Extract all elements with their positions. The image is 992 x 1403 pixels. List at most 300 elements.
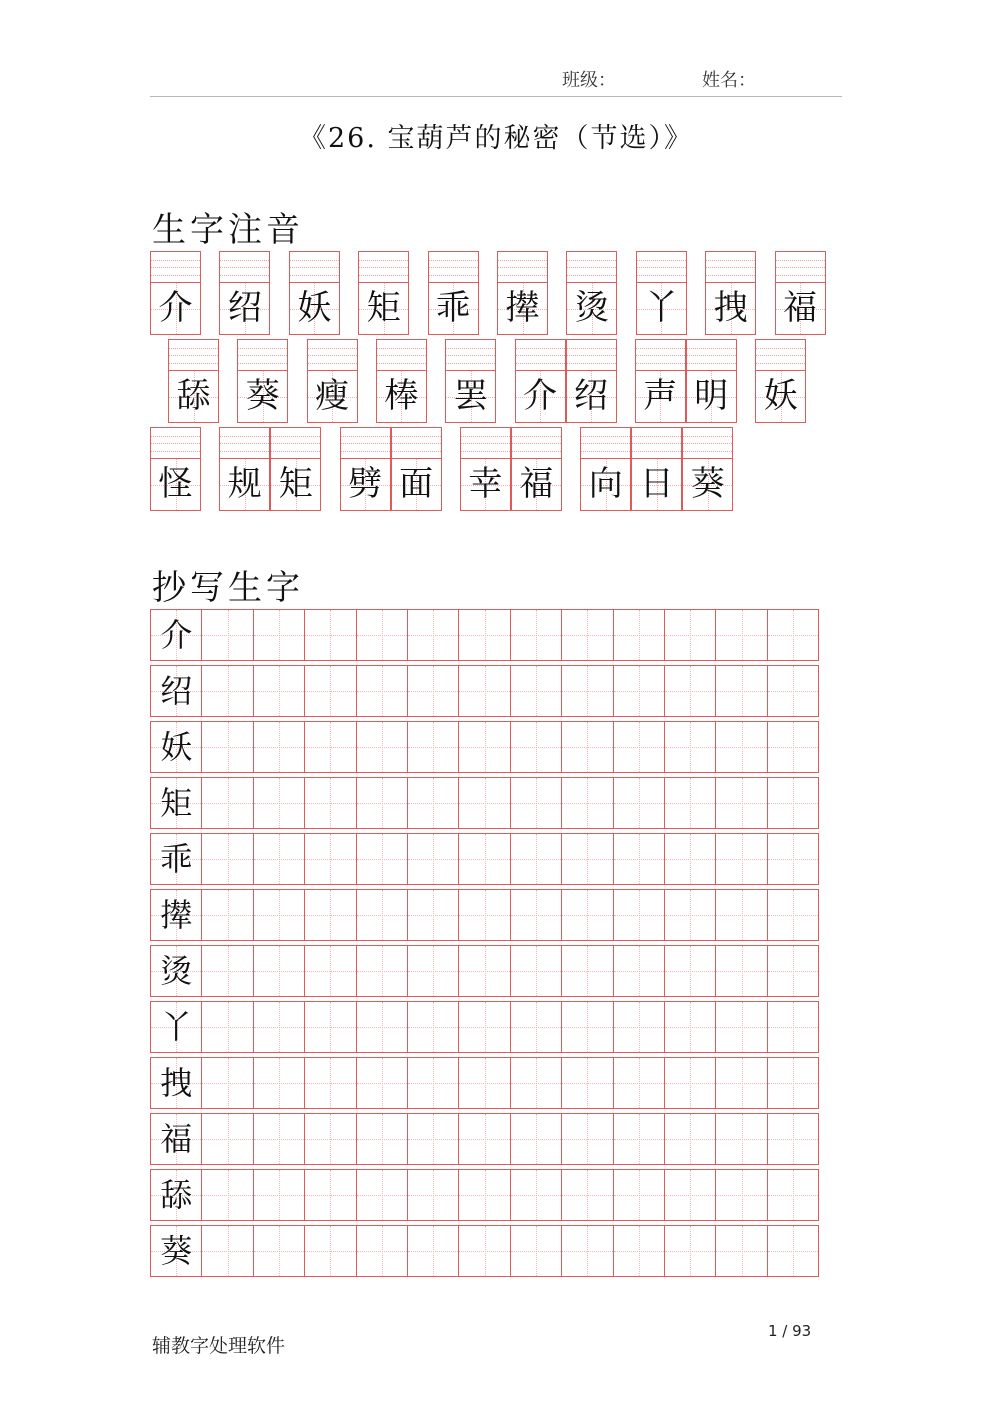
- copy-practice-cell[interactable]: [510, 609, 562, 661]
- copy-practice-cell[interactable]: [510, 1113, 562, 1165]
- hanzi-char: 福: [519, 464, 554, 504]
- copy-practice-cell[interactable]: [664, 1225, 716, 1277]
- pinyin-writing-lines[interactable]: [756, 340, 805, 371]
- hanzi-box: [461, 459, 510, 510]
- hanzi-box: [271, 459, 320, 510]
- pinyin-cell: [511, 427, 562, 511]
- copy-practice-cell[interactable]: [356, 665, 408, 717]
- pinyin-unit: [376, 339, 427, 423]
- hanzi-box: [429, 283, 478, 334]
- pinyin-writing-lines[interactable]: [498, 252, 547, 283]
- copy-practice-cell[interactable]: [201, 1057, 253, 1109]
- hanzi-box: [632, 459, 681, 510]
- copy-row: [150, 945, 818, 997]
- copy-practice-cell[interactable]: [561, 1057, 613, 1109]
- pinyin-writing-lines[interactable]: [567, 252, 616, 283]
- hanzi-box: [706, 283, 755, 334]
- hanzi-char: 葵: [245, 376, 280, 416]
- copy-practice-cell[interactable]: [201, 721, 253, 773]
- pinyin-unit: [497, 251, 548, 335]
- hanzi-box: [151, 283, 200, 334]
- model-char: 舔: [160, 1176, 193, 1214]
- copy-practice-cell[interactable]: [407, 1113, 459, 1165]
- hanzi-char: 介: [158, 288, 193, 328]
- copy-practice-cell[interactable]: [458, 1225, 510, 1277]
- copy-practice-cell[interactable]: [356, 777, 408, 829]
- hanzi-box: [567, 283, 616, 334]
- copy-practice-cell[interactable]: [613, 777, 665, 829]
- copy-practice-cell[interactable]: [715, 945, 767, 997]
- pinyin-cell: [150, 427, 201, 511]
- pinyin-unit: [168, 339, 219, 423]
- pinyin-writing-lines[interactable]: [220, 252, 269, 283]
- pinyin-writing-lines[interactable]: [512, 428, 561, 459]
- pinyin-writing-lines[interactable]: [446, 340, 495, 371]
- page-title: 《26. 宝葫芦的秘密（节选）》: [298, 123, 694, 154]
- copy-row: [150, 1169, 818, 1221]
- hanzi-box: [636, 371, 685, 422]
- copy-practice-cell[interactable]: [715, 1057, 767, 1109]
- copy-practice-cell[interactable]: [201, 1113, 253, 1165]
- copy-practice-cell[interactable]: [613, 721, 665, 773]
- pinyin-cell: [358, 251, 409, 335]
- copy-practice-cell[interactable]: [613, 945, 665, 997]
- copy-practice-cell[interactable]: [715, 1001, 767, 1053]
- copy-practice-cell[interactable]: [356, 889, 408, 941]
- pinyin-cell: [168, 339, 219, 423]
- pinyin-cell: [445, 339, 496, 423]
- copy-practice-cell[interactable]: [767, 1057, 819, 1109]
- copy-practice-cell[interactable]: [304, 1169, 356, 1221]
- copy-row: [150, 1057, 818, 1109]
- pinyin-unit: [775, 251, 826, 335]
- copy-practice-cell[interactable]: [613, 889, 665, 941]
- hanzi-char: 舔: [176, 376, 211, 416]
- hanzi-box: [446, 371, 495, 422]
- copy-practice-cell[interactable]: [561, 1169, 613, 1221]
- copy-row: [150, 721, 818, 773]
- hanzi-char: 乖: [436, 288, 471, 328]
- copy-practice-cell[interactable]: [715, 1169, 767, 1221]
- copy-practice-cell[interactable]: [201, 1225, 253, 1277]
- pinyin-writing-lines[interactable]: [359, 252, 408, 283]
- copy-practice-cell[interactable]: [458, 1113, 510, 1165]
- pinyin-unit: [428, 251, 479, 335]
- section-pinyin-heading: 生字注音: [152, 210, 304, 250]
- copy-practice-cell[interactable]: [407, 945, 459, 997]
- hanzi-char: 劈: [348, 464, 383, 504]
- pinyin-writing-lines[interactable]: [637, 252, 686, 283]
- pinyin-cell: [631, 427, 682, 511]
- pinyin-writing-lines[interactable]: [706, 252, 755, 283]
- copy-practice-cell[interactable]: [613, 1225, 665, 1277]
- copy-model-cell: [150, 721, 202, 773]
- pinyin-unit: [150, 427, 201, 511]
- copy-practice-cell[interactable]: [253, 1001, 305, 1053]
- pinyin-unit: [340, 427, 442, 511]
- copy-row: [150, 777, 818, 829]
- copy-practice-cell[interactable]: [715, 777, 767, 829]
- copy-practice-cell[interactable]: [458, 1001, 510, 1053]
- pinyin-unit: [635, 339, 737, 423]
- pinyin-writing-lines[interactable]: [516, 340, 565, 371]
- copy-practice-cell[interactable]: [767, 1001, 819, 1053]
- hanzi-box: [687, 371, 736, 422]
- pinyin-cell: [636, 251, 687, 335]
- copy-practice-cell[interactable]: [253, 833, 305, 885]
- copy-practice-cell[interactable]: [767, 945, 819, 997]
- copy-practice-cell[interactable]: [561, 665, 613, 717]
- pinyin-writing-lines[interactable]: [567, 340, 616, 371]
- pinyin-cell: [686, 339, 737, 423]
- hanzi-box: [637, 283, 686, 334]
- copy-practice-cell[interactable]: [356, 1001, 408, 1053]
- pinyin-cell: [391, 427, 442, 511]
- hanzi-box: [683, 459, 732, 510]
- copy-practice-cell[interactable]: [458, 665, 510, 717]
- hanzi-char: 拽: [713, 288, 748, 328]
- pinyin-unit: [219, 427, 321, 511]
- pinyin-cell: [515, 339, 566, 423]
- copy-practice-cell[interactable]: [304, 1057, 356, 1109]
- pinyin-writing-lines[interactable]: [636, 340, 685, 371]
- pinyin-cell: [705, 251, 756, 335]
- copy-practice-cell[interactable]: [767, 1113, 819, 1165]
- hanzi-char: 怪: [158, 464, 193, 504]
- copy-practice-cell[interactable]: [510, 721, 562, 773]
- copy-model-cell: [150, 833, 202, 885]
- copy-practice-cell[interactable]: [561, 721, 613, 773]
- pinyin-writing-lines[interactable]: [238, 340, 287, 371]
- copy-practice-cell[interactable]: [561, 1225, 613, 1277]
- pinyin-writing-lines[interactable]: [429, 252, 478, 283]
- model-char: 乖: [160, 840, 193, 878]
- model-char: 绍: [160, 672, 193, 710]
- copy-model-cell: [150, 609, 202, 661]
- class-label: 班级：: [562, 70, 616, 91]
- copy-practice-cell[interactable]: [715, 1225, 767, 1277]
- pinyin-cell: [580, 427, 631, 511]
- copy-practice-cell[interactable]: [407, 1057, 459, 1109]
- pinyin-writing-lines[interactable]: [392, 428, 441, 459]
- pinyin-unit: [307, 339, 358, 423]
- copy-practice-cell[interactable]: [304, 1113, 356, 1165]
- hanzi-char: 面: [399, 464, 434, 504]
- pinyin-cell: [270, 427, 321, 511]
- hanzi-char: 介: [523, 376, 557, 416]
- pinyin-cell: [219, 427, 270, 511]
- copy-practice-cell[interactable]: [407, 1225, 459, 1277]
- copy-practice-cell[interactable]: [613, 1169, 665, 1221]
- copy-practice-cell[interactable]: [201, 777, 253, 829]
- copy-practice-cell[interactable]: [356, 721, 408, 773]
- copy-practice-cell[interactable]: [407, 889, 459, 941]
- hanzi-char: 丫: [644, 288, 679, 328]
- model-char: 撵: [160, 896, 193, 934]
- pinyin-cell: [635, 339, 686, 423]
- copy-practice-cell[interactable]: [510, 945, 562, 997]
- pinyin-writing-lines[interactable]: [683, 428, 732, 459]
- pinyin-unit: [580, 427, 733, 511]
- pinyin-writing-lines[interactable]: [151, 252, 200, 283]
- hanzi-char: 瘦: [315, 376, 350, 416]
- copy-practice-cell[interactable]: [510, 1225, 562, 1277]
- pinyin-writing-lines[interactable]: [687, 340, 736, 371]
- copy-practice-cell[interactable]: [253, 721, 305, 773]
- hanzi-box: [220, 459, 269, 510]
- copy-practice-cell[interactable]: [715, 833, 767, 885]
- copy-practice-cell[interactable]: [356, 945, 408, 997]
- pinyin-unit: [636, 251, 687, 335]
- pinyin-cell: [682, 427, 733, 511]
- copy-model-cell: [150, 1169, 202, 1221]
- copy-practice-cell[interactable]: [407, 1001, 459, 1053]
- pinyin-unit: [515, 339, 617, 423]
- copy-practice-cell[interactable]: [767, 1169, 819, 1221]
- copy-practice-cell[interactable]: [715, 1113, 767, 1165]
- copy-practice-cell[interactable]: [407, 609, 459, 661]
- copy-practice-cell[interactable]: [253, 777, 305, 829]
- copy-practice-cell[interactable]: [613, 1057, 665, 1109]
- copy-practice-cell[interactable]: [664, 1169, 716, 1221]
- hanzi-box: [756, 371, 805, 422]
- hanzi-char: 声: [643, 376, 678, 416]
- copy-practice-cell[interactable]: [664, 777, 716, 829]
- section-copy-heading: 抄写生字: [152, 568, 304, 608]
- pinyin-writing-lines[interactable]: [377, 340, 426, 371]
- model-char: 福: [160, 1120, 193, 1158]
- copy-practice-cell[interactable]: [510, 833, 562, 885]
- model-char: 介: [160, 616, 193, 654]
- copy-practice-cell[interactable]: [613, 1001, 665, 1053]
- hanzi-char: 绍: [227, 288, 262, 328]
- copy-practice-cell[interactable]: [664, 1001, 716, 1053]
- copy-practice-cell[interactable]: [407, 721, 459, 773]
- copy-practice-cell[interactable]: [664, 1113, 716, 1165]
- hanzi-char: 撵: [505, 288, 540, 328]
- copy-practice-cell[interactable]: [561, 945, 613, 997]
- copy-practice-cell[interactable]: [304, 1001, 356, 1053]
- copy-practice-cell[interactable]: [201, 609, 253, 661]
- copy-practice-cell[interactable]: [458, 609, 510, 661]
- copy-practice-cell[interactable]: [458, 833, 510, 885]
- copy-practice-cell[interactable]: [356, 1057, 408, 1109]
- copy-practice-cell[interactable]: [356, 1225, 408, 1277]
- pinyin-unit: [566, 251, 617, 335]
- copy-practice-cell[interactable]: [458, 1169, 510, 1221]
- copy-practice-cell[interactable]: [561, 1001, 613, 1053]
- pinyin-cell: [219, 251, 270, 335]
- copy-practice-cell[interactable]: [304, 721, 356, 773]
- hanzi-box: [359, 283, 408, 334]
- model-char: 妖: [160, 728, 193, 766]
- copy-practice-cell[interactable]: [253, 945, 305, 997]
- copy-practice-cell[interactable]: [201, 1001, 253, 1053]
- copy-practice-cell[interactable]: [767, 833, 819, 885]
- copy-practice-cell[interactable]: [767, 1225, 819, 1277]
- copy-practice-cell[interactable]: [664, 945, 716, 997]
- copy-row: [150, 665, 818, 717]
- copy-practice-cell[interactable]: [664, 609, 716, 661]
- pinyin-cell: [755, 339, 806, 423]
- hanzi-box: [290, 283, 339, 334]
- hanzi-box: [776, 283, 825, 334]
- copy-practice-cell[interactable]: [767, 889, 819, 941]
- pinyin-writing-lines[interactable]: [461, 428, 510, 459]
- copy-practice-cell[interactable]: [715, 609, 767, 661]
- copy-practice-cell[interactable]: [561, 889, 613, 941]
- pinyin-cell: [428, 251, 479, 335]
- copy-practice-cell[interactable]: [304, 777, 356, 829]
- copy-practice-cell[interactable]: [561, 609, 613, 661]
- copy-practice-cell[interactable]: [767, 609, 819, 661]
- hanzi-char: 规: [227, 464, 262, 504]
- page-number: 1 / 93: [768, 1322, 812, 1340]
- copy-practice-cell[interactable]: [458, 945, 510, 997]
- copy-practice-cell[interactable]: [201, 1169, 253, 1221]
- hanzi-box: [308, 371, 357, 422]
- model-char: 矩: [160, 784, 193, 822]
- copy-practice-cell[interactable]: [613, 609, 665, 661]
- copy-practice-cell[interactable]: [201, 833, 253, 885]
- copy-practice-cell[interactable]: [304, 665, 356, 717]
- copy-practice-cell[interactable]: [458, 889, 510, 941]
- pinyin-unit: [150, 251, 201, 335]
- pinyin-cell: [340, 427, 391, 511]
- copy-practice-cell[interactable]: [561, 1113, 613, 1165]
- copy-practice-cell[interactable]: [767, 777, 819, 829]
- copy-practice-cell[interactable]: [253, 1113, 305, 1165]
- copy-practice-cell[interactable]: [356, 1113, 408, 1165]
- hanzi-char: 矩: [278, 464, 313, 504]
- pinyin-writing-lines[interactable]: [290, 252, 339, 283]
- copy-practice-cell[interactable]: [304, 609, 356, 661]
- header-rule: [150, 96, 842, 97]
- copy-practice-cell[interactable]: [561, 833, 613, 885]
- hanzi-char: 日: [639, 464, 674, 504]
- copy-practice-cell[interactable]: [715, 889, 767, 941]
- hanzi-box: [392, 459, 441, 510]
- copy-practice-cell[interactable]: [715, 665, 767, 717]
- footer-software: 辅教字处理软件: [152, 1335, 286, 1357]
- hanzi-char: 向: [588, 464, 623, 504]
- copy-practice-cell[interactable]: [664, 1057, 716, 1109]
- copy-row: [150, 609, 818, 661]
- hanzi-char: 绍: [574, 376, 608, 416]
- pinyin-writing-lines[interactable]: [169, 340, 218, 371]
- copy-practice-cell[interactable]: [613, 665, 665, 717]
- copy-practice-cell[interactable]: [664, 721, 716, 773]
- hanzi-char: 明: [694, 376, 729, 416]
- copy-model-cell: [150, 1057, 202, 1109]
- copy-practice-cell[interactable]: [304, 889, 356, 941]
- copy-row: [150, 1225, 818, 1277]
- hanzi-box: [341, 459, 390, 510]
- pinyin-unit: [445, 339, 496, 423]
- pinyin-writing-lines[interactable]: [308, 340, 357, 371]
- hanzi-box: [238, 371, 287, 422]
- copy-practice-cell[interactable]: [407, 777, 459, 829]
- pinyin-writing-lines[interactable]: [632, 428, 681, 459]
- pinyin-unit: [219, 251, 270, 335]
- hanzi-box: [377, 371, 426, 422]
- copy-practice-cell[interactable]: [304, 945, 356, 997]
- copy-practice-cell[interactable]: [664, 889, 716, 941]
- copy-practice-cell[interactable]: [458, 777, 510, 829]
- hanzi-char: 幸: [468, 464, 503, 504]
- copy-practice-cell[interactable]: [664, 665, 716, 717]
- copy-practice-cell[interactable]: [664, 833, 716, 885]
- pinyin-cell: [237, 339, 288, 423]
- copy-practice-cell[interactable]: [510, 777, 562, 829]
- copy-practice-cell[interactable]: [201, 665, 253, 717]
- copy-practice-cell[interactable]: [510, 1169, 562, 1221]
- pinyin-writing-lines[interactable]: [151, 428, 200, 459]
- hanzi-char: 罢: [453, 376, 488, 416]
- model-char: 丫: [160, 1008, 193, 1046]
- hanzi-char: 妖: [297, 288, 332, 328]
- copy-practice-cell[interactable]: [458, 721, 510, 773]
- hanzi-box: [581, 459, 630, 510]
- hanzi-char: 葵: [690, 464, 725, 504]
- copy-practice-cell[interactable]: [253, 1225, 305, 1277]
- pinyin-unit: [755, 339, 806, 423]
- copy-practice-cell[interactable]: [253, 609, 305, 661]
- copy-practice-cell[interactable]: [407, 833, 459, 885]
- copy-practice-cell[interactable]: [356, 1169, 408, 1221]
- copy-practice-cell[interactable]: [561, 777, 613, 829]
- copy-practice-cell[interactable]: [510, 665, 562, 717]
- copy-practice-cell[interactable]: [510, 1057, 562, 1109]
- pinyin-writing-lines[interactable]: [271, 428, 320, 459]
- copy-practice-cell[interactable]: [201, 889, 253, 941]
- copy-row: [150, 833, 818, 885]
- pinyin-cell: [566, 339, 617, 423]
- copy-practice-cell[interactable]: [253, 1169, 305, 1221]
- copy-practice-cell[interactable]: [510, 1001, 562, 1053]
- copy-practice-cell[interactable]: [613, 833, 665, 885]
- pinyin-cell: [307, 339, 358, 423]
- pinyin-writing-lines[interactable]: [220, 428, 269, 459]
- pinyin-unit: [289, 251, 340, 335]
- copy-practice-cell[interactable]: [253, 1057, 305, 1109]
- copy-practice-cell[interactable]: [356, 609, 408, 661]
- copy-practice-cell[interactable]: [304, 833, 356, 885]
- hanzi-char: 福: [783, 288, 818, 328]
- pinyin-writing-lines[interactable]: [581, 428, 630, 459]
- copy-practice-cell[interactable]: [304, 1225, 356, 1277]
- copy-practice-cell[interactable]: [715, 721, 767, 773]
- hanzi-box: [516, 371, 565, 422]
- copy-practice-cell[interactable]: [458, 1057, 510, 1109]
- copy-practice-cell[interactable]: [201, 945, 253, 997]
- pinyin-writing-lines[interactable]: [341, 428, 390, 459]
- copy-practice-cell[interactable]: [253, 665, 305, 717]
- copy-practice-cell[interactable]: [767, 721, 819, 773]
- copy-practice-cell[interactable]: [613, 1113, 665, 1165]
- copy-practice-cell[interactable]: [407, 1169, 459, 1221]
- copy-practice-cell[interactable]: [356, 833, 408, 885]
- copy-practice-cell[interactable]: [510, 889, 562, 941]
- copy-practice-cell[interactable]: [407, 665, 459, 717]
- pinyin-unit: [705, 251, 756, 335]
- hanzi-box: [512, 459, 561, 510]
- pinyin-writing-lines[interactable]: [776, 252, 825, 283]
- hanzi-char: 棒: [384, 376, 419, 416]
- pinyin-unit: [358, 251, 409, 335]
- copy-practice-cell[interactable]: [253, 889, 305, 941]
- copy-practice-cell[interactable]: [767, 665, 819, 717]
